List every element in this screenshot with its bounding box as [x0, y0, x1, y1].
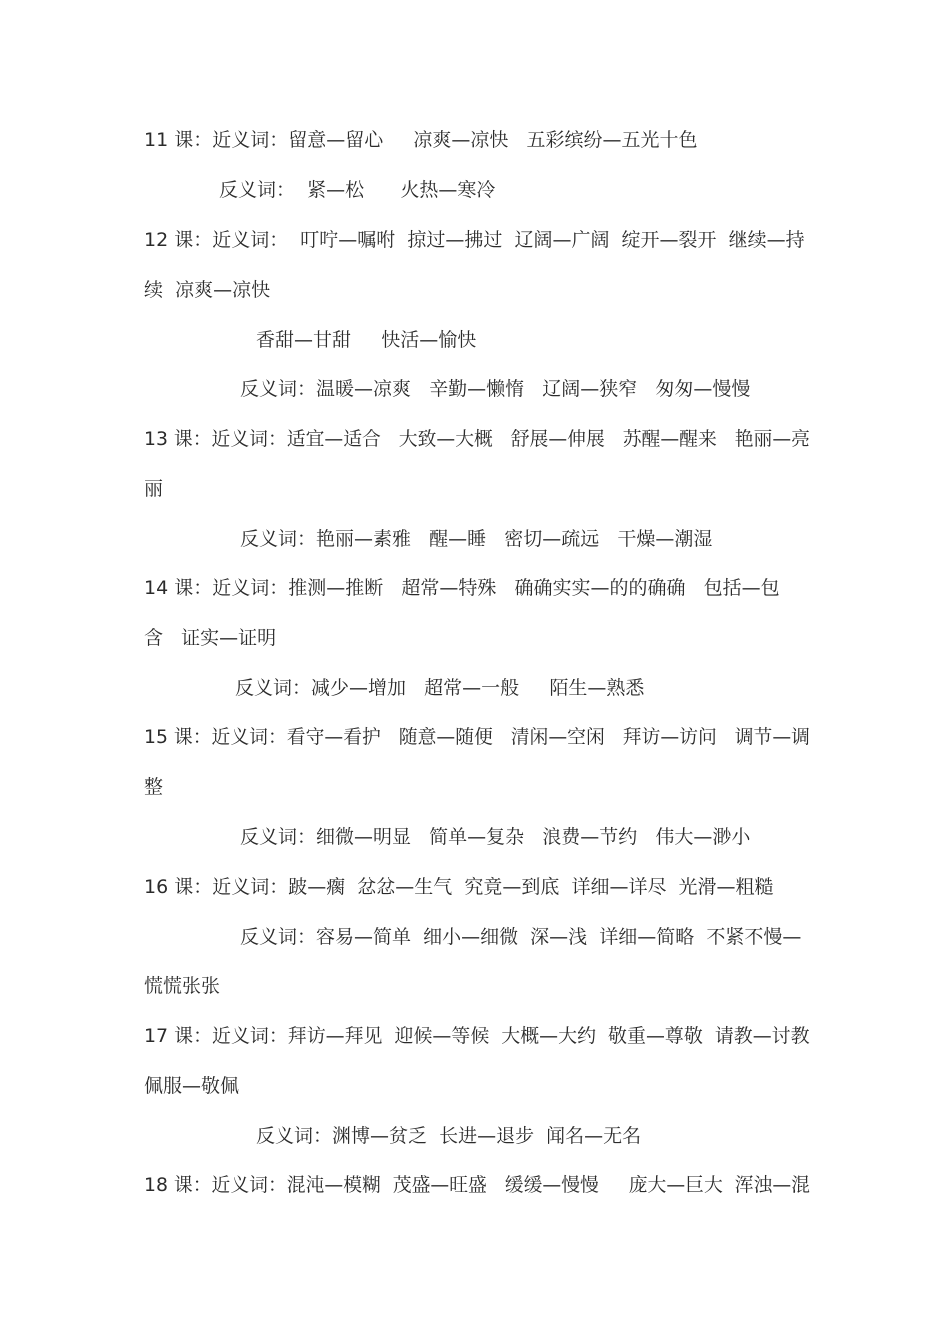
lesson-16-antonyms-cont: 慌慌张张: [144, 975, 221, 997]
lesson-11-synonyms: 11 课：近义词：留意—留心 凉爽—凉快 五彩缤纷—五光十色: [144, 129, 698, 151]
lesson-13-synonyms-cont: 丽: [144, 478, 164, 500]
lesson-14-synonyms-cont: 含 证实—证明: [144, 627, 277, 649]
lesson-13-antonyms: 反义词：艳丽—素雅 醒—睡 密切—疏远 干燥—潮湿: [240, 528, 713, 550]
lesson-16-synonyms: 16 课：近义词：跛—瘸 忿忿—生气 究竟—到底 详细—详尽 光滑—粗糙: [144, 876, 774, 898]
lesson-17-synonyms: 17 课：近义词：拜访—拜见 迎候—等候 大概—大约 敬重—尊敬 请教—讨教: [144, 1025, 810, 1047]
lesson-14-antonyms: 反义词：减少—增加 超常—一般 陌生—熟悉: [235, 677, 645, 699]
lesson-11-antonyms: 反义词： 紧—松 火热—寒冷: [219, 179, 496, 201]
lesson-18-synonyms: 18 课：近义词：混沌—模糊 茂盛—旺盛 缓缓—慢慢 庞大—巨大 浑浊—混: [144, 1174, 810, 1196]
lesson-15-antonyms: 反义词：细微—明显 简单—复杂 浪费—节约 伟大—渺小: [240, 826, 751, 848]
lesson-17-synonyms-cont: 佩服—敬佩: [144, 1075, 240, 1097]
lesson-12-synonyms-cont: 续 凉爽—凉快: [144, 279, 271, 301]
lesson-12-synonyms-extra: 香甜—甘甜 快活—愉快: [256, 329, 477, 351]
lesson-12-synonyms: 12 课：近义词： 叮咛—嘱咐 掠过—拂过 辽阔—广阔 绽开—裂开 继续—持: [144, 229, 805, 251]
lesson-15-synonyms: 15 课：近义词：看守—看护 随意—随便 清闲—空闲 拜访—访问 调节—调: [144, 726, 810, 748]
lesson-14-synonyms: 14 课：近义词：推测—推断 超常—特殊 确确实实—的的确确 包括—包: [144, 577, 780, 599]
lesson-13-synonyms: 13 课：近义词：适宜—适合 大致—大概 舒展—伸展 苏醒—醒来 艳丽—亮: [144, 428, 810, 450]
lesson-17-antonyms: 反义词：渊博—贫乏 长进—退步 闻名—无名: [256, 1125, 642, 1147]
lesson-15-synonyms-cont: 整: [144, 776, 164, 798]
lesson-16-antonyms: 反义词：容易—简单 细小—细微 深—浅 详细—简略 不紧不慢—: [240, 926, 802, 948]
lesson-12-antonyms: 反义词：温暖—凉爽 辛勤—懒惰 辽阔—狭窄 匆匆—慢慢: [240, 378, 751, 400]
